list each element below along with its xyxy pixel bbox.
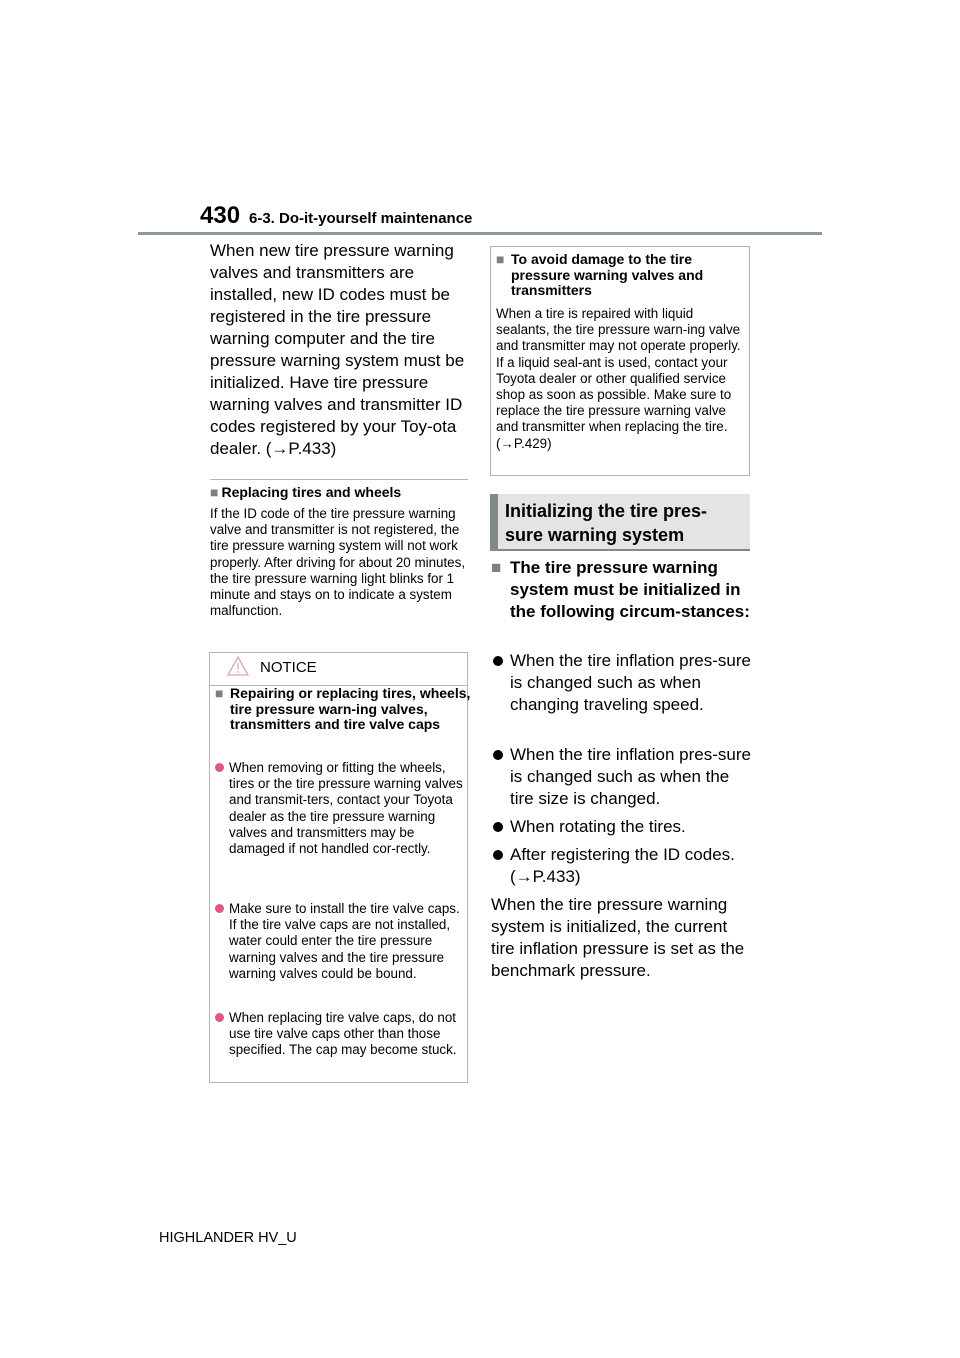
list-item <box>510 816 755 838</box>
list-item-text: When the tire inflation pres-sure is changed such as when the tire size is changed. <box>510 745 751 808</box>
info-heading <box>496 252 746 299</box>
info-heading-text: To avoid damage to the tire pressure warning valves and transmitters <box>511 251 704 298</box>
separator <box>210 479 468 480</box>
list-item <box>510 844 755 888</box>
intro-paragraph: When new tire pressure warning valves and transmitters are installed, new ID codes must be registered in the tire pressure warning computer and the tire pressure warning system must be initialized. Have tire pressure warning valves and transmitter ID codes registered by your Toy-ota dealer. (→P.433) <box>210 241 465 458</box>
notice-item <box>229 901 469 982</box>
notice-item <box>229 1010 469 1059</box>
square-bullet-icon: ■ <box>496 251 505 267</box>
square-bullet-icon: ■ <box>491 558 502 577</box>
list-item <box>510 744 755 810</box>
square-bullet-icon: ■ <box>215 685 224 701</box>
note-heading-text: Replacing tires and wheels <box>221 484 402 500</box>
bullet-dot-icon <box>215 1013 224 1022</box>
note-heading <box>210 484 472 500</box>
square-bullet-icon: ■ <box>210 484 219 500</box>
section-heading: Initializing the tire pres-sure warning system <box>505 501 708 545</box>
list-item-text: When the tire inflation pres-sure is changed such as when changing traveling speed. <box>510 651 751 714</box>
footer-model: HIGHLANDER HV_U <box>159 1230 297 1246</box>
bullet-dot-icon <box>215 763 224 772</box>
notice-item <box>229 760 469 857</box>
section-heading-accent <box>490 494 498 551</box>
info-body: When a tire is repaired with liquid sealants, the tire pressure warn-ing valve and transmitter may not operate properly. If a liquid seal-ant is used, contact your Toyota dealer or other qualified service shop as soon as possible. Make sure to replace the tire pressure warning valve and transmitter when replacing the tire. (→P.429) <box>496 306 741 451</box>
notice-heading <box>215 686 475 733</box>
page-number: 430 <box>200 202 241 229</box>
section-title: 6-3. Do-it-yourself maintenance <box>249 210 473 227</box>
notice-item-text: Make sure to install the tire valve caps. If the tire valve caps are not installed, water could enter the tire pressure warning valves and the tire pressure warning valves could be bound. <box>229 901 460 981</box>
notice-heading-text: Repairing or replacing tires, wheels, tire pressure warn-ing valves, transmitters and tire valve caps <box>230 685 471 732</box>
header-divider <box>138 232 822 235</box>
bullet-dot-icon <box>493 822 503 832</box>
notice-label: NOTICE <box>260 659 317 676</box>
list-item <box>510 650 755 716</box>
subheading-text: The tire pressure warning system must be initialized in the following circum-stances: <box>510 558 750 621</box>
bullet-dot-icon <box>493 850 503 860</box>
bullet-dot-icon <box>493 750 503 760</box>
bullet-dot-icon <box>215 904 224 913</box>
subheading <box>491 557 751 623</box>
notice-item-text: When replacing tire valve caps, do not use tire valve caps other than those specified. The cap may become stuck. <box>229 1010 457 1058</box>
closing-paragraph: When the tire pressure warning system is initialized, the current tire inflation pressure is set as the benchmark pressure. <box>491 895 745 980</box>
notice-item-text: When removing or fitting the wheels, tires or the tire pressure warning valves and transmit-ters, contact your Toyota dealer as the tire pressure warning valves and transmitters may be damaged if not handled cor-rectly. <box>229 760 463 857</box>
list-item-text: After registering the ID codes. (→P.433) <box>510 845 735 886</box>
list-item-text: When rotating the tires. <box>510 817 686 836</box>
warning-triangle-icon <box>227 655 249 677</box>
bullet-dot-icon <box>493 656 503 666</box>
note-body: If the ID code of the tire pressure warning valve and transmitter is not registered, the tire pressure warning system will not work properly. After driving for about 20 minutes, the tire pressure warning light blinks for 1 minute and stays on to indicate a system malfunction. <box>210 506 466 619</box>
